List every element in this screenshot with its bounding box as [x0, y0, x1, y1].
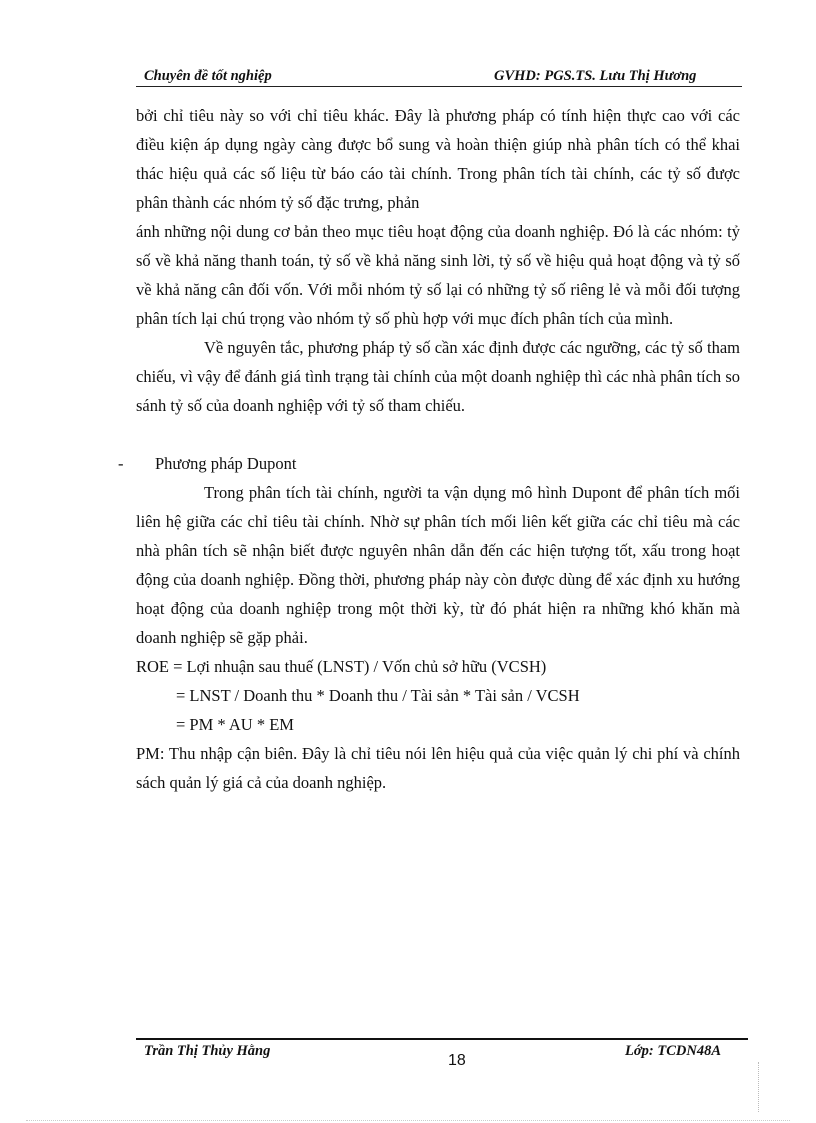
- paragraph-dupont-description: Trong phân tích tài chính, người ta vận dụng mô hình Dupont để phân tích mối liên hệ giữa các chỉ tiêu tài chính. Nhờ sự phân tích mối liên kết giữa các chỉ tiêu mà các nhà phân tích sẽ nhận biết được nguyên nhân dẫn đến các hiện tượng tốt, xấu trong hoạt động của doanh nghiệp. Đồng thời, phương pháp này còn được dùng để xác định xu hướng hoạt động của doanh nghiệp trong một thời kỳ, từ đó phát hiện ra những khó khăn mà doanh nghiệp sẽ gặp phải.: [136, 483, 740, 647]
- footer-class: Lớp: TCDN48A: [625, 1043, 721, 1059]
- footer-divider: [136, 1038, 748, 1040]
- header-thesis-title: Chuyên đề tốt nghiệp: [144, 68, 272, 84]
- bullet-title: Phương pháp Dupont: [155, 454, 297, 473]
- formula-roe-decomposed: = PM * AU * EM: [176, 715, 294, 734]
- page-header: [136, 64, 742, 87]
- paragraph-ratio-method-continued: bởi chỉ tiêu này so với chỉ tiêu khác. Đây là phương pháp có tính hiện thực cao với các điều kiện áp dụng ngày càng được bổ sung và hoàn thiện giúp nhà phân tích có thể khai thác hiệu quả các số liệu từ báo cáo tài chính. Trong phân tích tài chính, các tỷ số được phân thành các nhóm tỷ số đặc trưng, phản: [136, 106, 740, 212]
- page-edge-vertical: [758, 1062, 759, 1112]
- page-edge-horizontal: [26, 1120, 790, 1121]
- page-body: [118, 101, 740, 797]
- header-supervisor: GVHD: PGS.TS. Lưu Thị Hương: [494, 68, 697, 84]
- paragraph-pm-definition: PM: Thu nhập cận biên. Đây là chỉ tiêu nói lên hiệu quả của việc quản lý chi phí và chính sách quản lý giá cả của doanh nghiệp.: [136, 744, 740, 792]
- paragraph-ratio-principle: Về nguyên tắc, phương pháp tỷ số cần xác định được các ngưỡng, các tỷ số tham chiếu, vì vậy để đánh giá tình trạng tài chính của một doanh nghiệp thì các nhà phân tích so sánh tỷ số của doanh nghiệp với tỷ số tham chiếu.: [136, 338, 740, 415]
- bullet-dupont-heading: [118, 449, 740, 478]
- bullet-dash: -: [118, 454, 124, 473]
- paragraph-ratio-groups: ánh những nội dung cơ bản theo mục tiêu hoạt động của doanh nghiệp. Đó là các nhóm: tỷ số về khả năng thanh toán, tỷ số về khả năng sinh lời, tỷ số về hiệu quả hoạt động và tỷ số về khả năng cân đối vốn. Với mỗi nhóm tỷ số lại có những tỷ số riêng lẻ và mỗi đối tượng phân tích lại chú trọng vào nhóm tỷ số phù hợp với mục đích phân tích của mình.: [136, 222, 740, 328]
- formula-roe-expanded: = LNST / Doanh thu * Doanh thu / Tài sản * Tài sản / VCSH: [176, 686, 580, 705]
- footer-author: Trần Thị Thủy Hằng: [144, 1043, 271, 1059]
- formula-roe: ROE = Lợi nhuận sau thuế (LNST) / Vốn chủ sở hữu (VCSH): [136, 657, 547, 676]
- page-number: 18: [448, 1052, 466, 1069]
